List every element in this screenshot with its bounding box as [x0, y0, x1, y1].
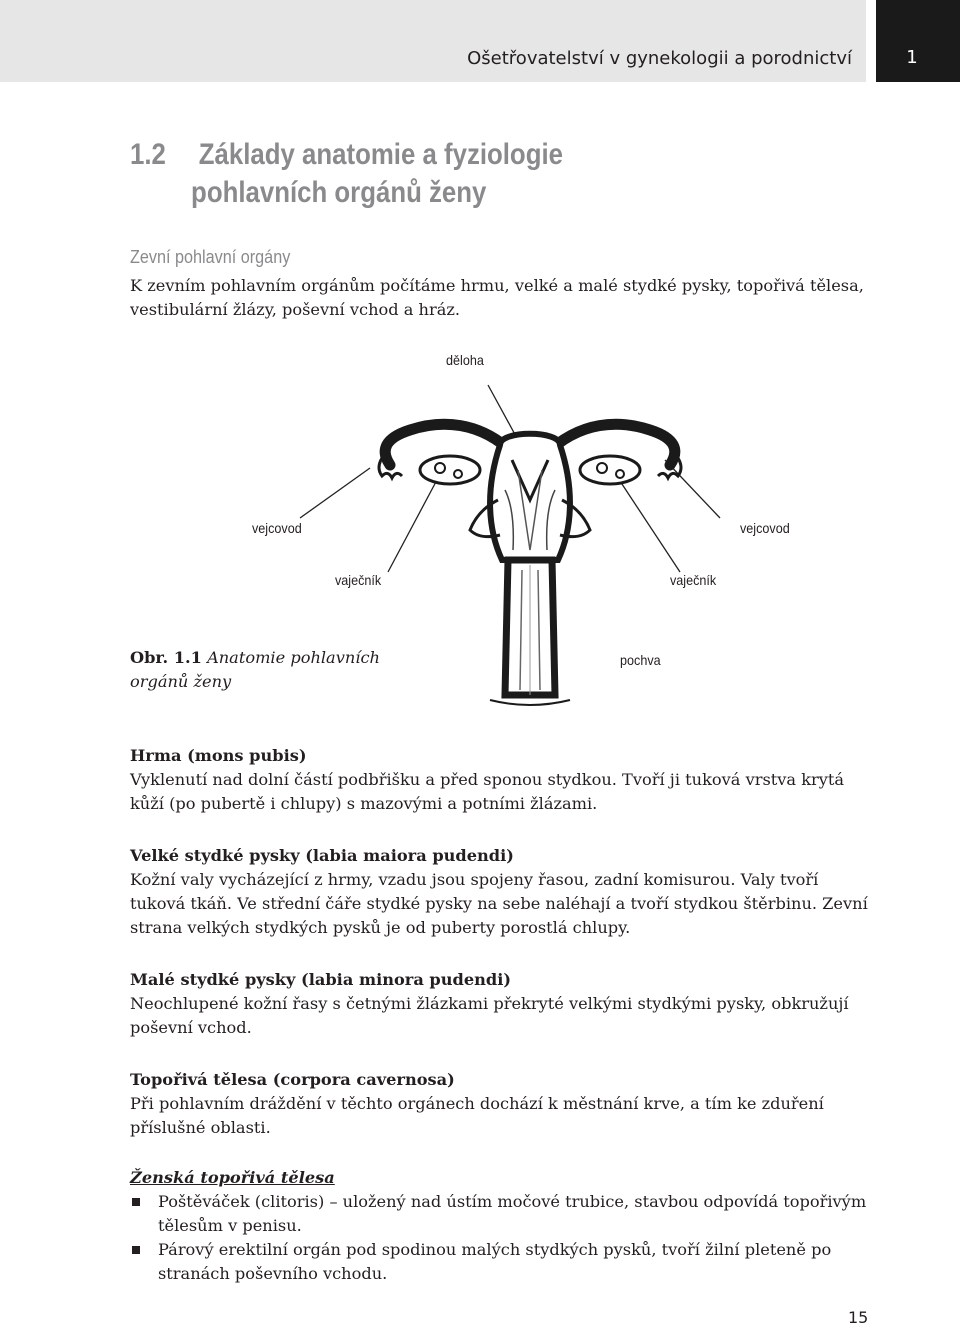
section-title: [130, 136, 784, 212]
block-labia-minora: [130, 968, 870, 1040]
label-uterus: děloha: [446, 352, 484, 368]
label-tube-left: vejcovod: [252, 520, 302, 536]
block-text: Vyklenutí nad dolní částí podbřišku a před sponou stydkou. Tvoří ji tuková vrstva krytá kůží (po pubertě i chlupy) s mazovými a potními žlázami.: [130, 770, 845, 813]
block-heading: Velké stydké pysky (labia maiora pudendi): [130, 846, 514, 865]
chapter-number-box: [876, 0, 960, 82]
list-item: [130, 1190, 870, 1238]
section-number: 1.2: [130, 138, 166, 171]
caption-label: Obr. 1.1: [130, 648, 202, 667]
figure-caption: [130, 646, 390, 694]
block-heading: Topořivá tělesa (corpora cavernosa): [130, 1070, 455, 1089]
block-labia-majora: [130, 844, 870, 940]
bullet-square-icon: [130, 1190, 158, 1238]
block-text: Kožní valy vycházející z hrmy, vzadu jsou spojeny řasou, zadní komisurou. Valy tvoří tuková tkáň. Ve střední čáře stydké pysky na sebe naléhají a tvoří stydkou štěrbinu. Zevní strana velkých stydkých pysků je od puberty porostlá chlupy.: [130, 870, 868, 937]
section-title-line2: pohlavních orgánů ženy: [191, 176, 487, 209]
list-item: [130, 1238, 870, 1286]
block-heading: Ženská topořivá tělesa: [130, 1168, 335, 1187]
page-number: 15: [848, 1308, 869, 1327]
caption-text: Anatomie pohlavních orgánů ženy: [130, 648, 380, 691]
leader-tube-left: [300, 468, 370, 518]
block-corpora-cavernosa: [130, 1068, 870, 1140]
leader-ovary-left: [388, 478, 438, 572]
block-heading: Malé stydké pysky (labia minora pudendi): [130, 970, 512, 989]
section-title-line1: Základy anatomie a fyziologie: [198, 138, 563, 171]
block-heading: Hrma (mons pubis): [130, 746, 307, 765]
chapter-number: 1: [906, 47, 918, 68]
block-female-erectile: [130, 1166, 870, 1286]
list-item-text: Párový erektilní orgán pod spodinou malých stydkých pysků, tvoří žilní pleteně po stranách poševního vchodu.: [158, 1240, 832, 1283]
bullet-square-icon: [130, 1238, 158, 1286]
running-header-title: Ošetřovatelství v gynekologii a porodnictví: [467, 48, 852, 69]
label-tube-right: vejcovod: [740, 520, 790, 536]
label-ovary-left: vaječník: [335, 572, 382, 588]
block-text: Neochlupené kožní řasy s četnými žlázkami překryté velkými stydkými pysky, obkružují poševní vchod.: [130, 994, 849, 1037]
header-bar: [0, 0, 866, 82]
leader-ovary-right: [618, 478, 680, 572]
list-item-text: Poštěváček (clitoris) – uložený nad ústím močové trubice, stavbou odpovídá topořivým tělesům v penisu.: [158, 1192, 867, 1235]
block-mons-pubis: [130, 744, 870, 816]
intro-paragraph: K zevním pohlavním orgánům počítáme hrmu, velké a malé stydké pysky, topořivá tělesa, vestibulární žlázy, poševní vchod a hráz.: [130, 276, 864, 319]
label-ovary-right: vaječník: [670, 572, 717, 588]
label-vagina: pochva: [620, 652, 661, 668]
subheading: Zevní pohlavní orgány: [130, 247, 291, 267]
block-text: Při pohlavním dráždění v těchto orgánech dochází k městnání krve, a tím ke zduření příslušné oblasti.: [130, 1094, 824, 1137]
